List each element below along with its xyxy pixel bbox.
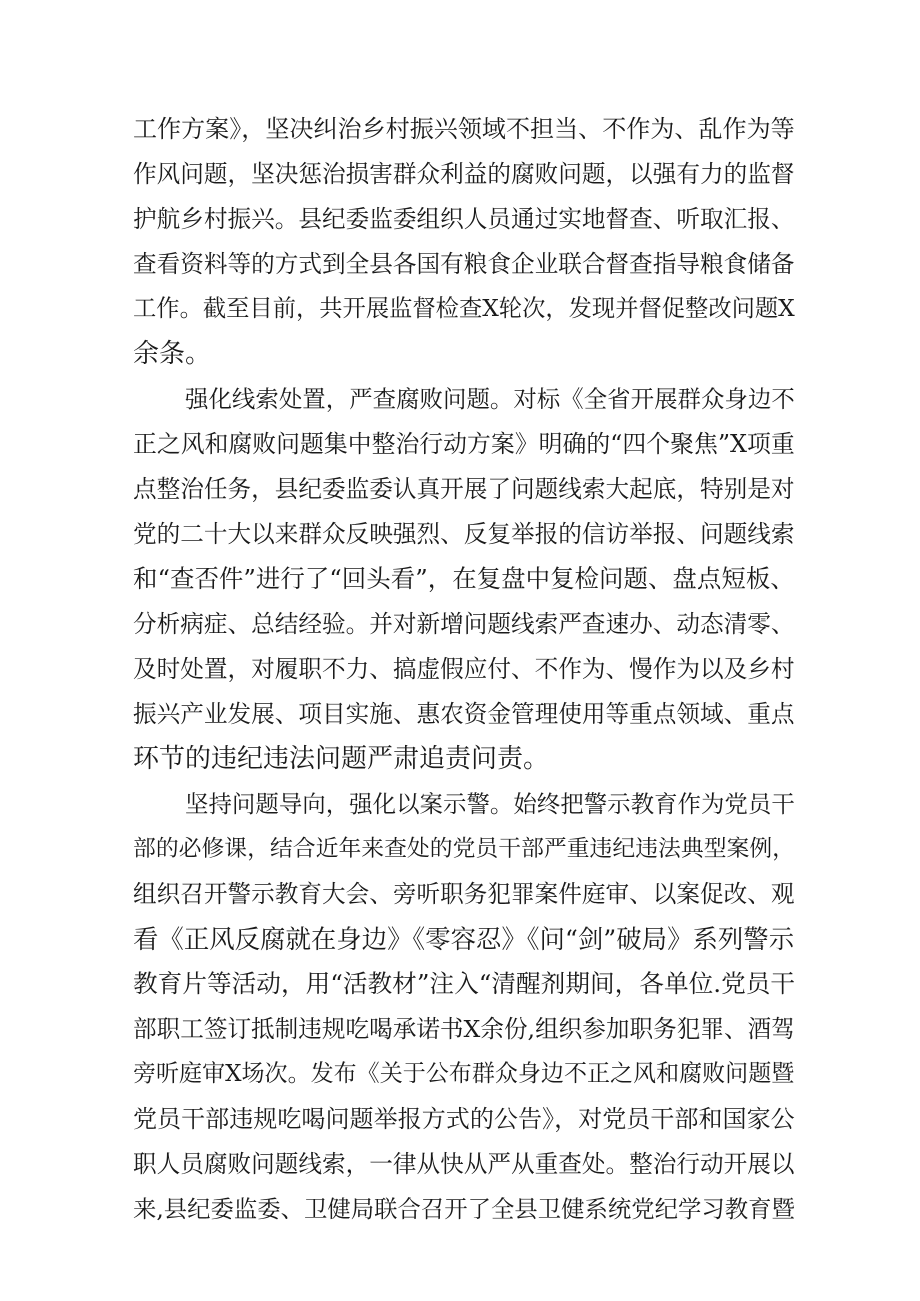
text-line: 点整治任务，县纪委监委认真开展了问题线索大起底，特别是对 <box>133 475 795 503</box>
text-line: 部职工签订抵制违规吃喝承诺书X余份,组织参加职务犯罪、酒驾 <box>133 1015 795 1043</box>
text-line: 及时处置，对履职不力、搞虚假应付、不作为、慢作为以及乡村 <box>133 655 795 683</box>
text-line: 余条。 <box>133 339 212 369</box>
text-line: 工作方案》，坚决纠治乡村振兴领域不担当、不作为、乱作为等 <box>133 115 795 143</box>
text-line: 看《正风反腐就在身边》《零容忍》《问“剑”破局》系列警示 <box>133 924 795 954</box>
text-line: 工作。截至目前，共开展监督检查X轮次，发现并督促整改问题X <box>133 295 795 322</box>
text-line: 职人员腐败问题线索，一律从快从严从重查处。整治行动开展以 <box>133 1150 795 1178</box>
text-line: 教育片等活动，用“活教材”注入“清醒剂期间，各单位.党员干 <box>133 969 796 998</box>
text-line: 作风问题，坚决惩治损害群众利益的腐败问题，以强有力的监督 <box>133 160 795 188</box>
text-line: 环节的违纪违法问题严肃追责问责。 <box>133 744 550 774</box>
text-line: 振兴产业发展、项目实施、惠农资金管理使用等重点领域、重点 <box>133 700 795 728</box>
text-line: 查看资料等的方式到全县各国有粮食企业联合督查指导粮食储备 <box>133 250 795 278</box>
text-line: 旁听庭审X场次。发布《关于公布群众身边不正之风和腐败问题暨 <box>133 1061 795 1087</box>
text-line: 强化线索处置，严查腐败问题。对标《全省开展群众身边不 <box>185 385 795 413</box>
text-line: 护航乡村振兴。县纪委监委组织人员通过实地督查、听取汇报、 <box>133 205 795 233</box>
text-line: 坚持问题导向，强化以案示警。始终把警示教育作为党员干 <box>185 790 795 818</box>
text-line: 部的必修课，结合近年来查处的党员干部严重违纪违法典型案例， <box>133 836 796 862</box>
text-line: 分析病症、总结经验。并对新增问题线索严查速办、动态清零、 <box>133 610 795 638</box>
text-line: 党员干部违规吃喝问题举报方式的公告》，对党员干部和国家公 <box>133 1105 795 1133</box>
text-line: 组织召开警示教育大会、旁听职务犯罪案件庭审、以案促改、观 <box>133 880 795 908</box>
text-line: 正之风和腐败问题集中整治行动方案》明确的“四个聚焦”X项重 <box>133 430 795 458</box>
text-line: 和“查否件”进行了“回头看”，在复盘中复检问题、盘点短板、 <box>133 564 795 593</box>
text-line: 来,县纪委监委、卫健局联合召开了全县卫健系统党纪学习教育暨 <box>133 1195 795 1223</box>
text-line: 党的二十大以来群众反映强烈、反复举报的信访举报、问题线索 <box>133 520 795 548</box>
